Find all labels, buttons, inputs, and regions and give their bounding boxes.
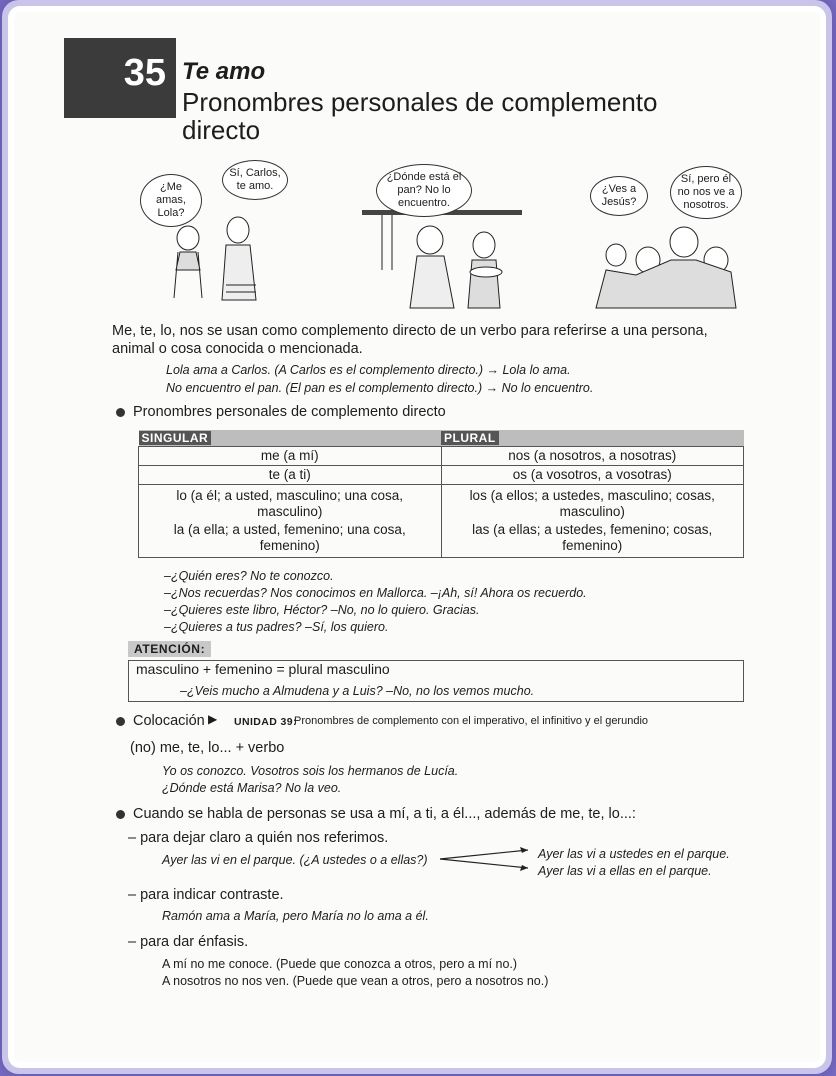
cartoon-3-bubble-2: Sí, pero él no nos ve a nosotros. xyxy=(670,166,742,219)
singular-header: SINGULAR xyxy=(139,430,442,447)
atencion-label: ATENCIÓN: xyxy=(128,641,211,657)
dialogue-example-1: –¿Quién eres? No te conozco. xyxy=(164,569,334,583)
cartoon-1-bubble-1: ¿Me amas, Lola? xyxy=(140,174,202,227)
atencion-example: –¿Veis mucho a Almudena y a Luis? –No, no los vemos mucho. xyxy=(180,684,535,698)
use-case-1-option-1: Ayer las vi a ustedes en el parque. xyxy=(538,847,730,861)
dialogue-example-2: –¿Nos recuerdas? Nos conocimos en Mallorca. –¡Ah, sí! Ahora os recuerdo. xyxy=(164,586,587,600)
use-case-3-example-1: A mí no me conoce. (Puede que conozca a otros, pero a mí no.) xyxy=(162,957,518,971)
bullet-icon xyxy=(116,717,125,726)
table-cell: los (a ellos; a ustedes, masculino; cosas, masculino) xyxy=(441,485,744,522)
use-case-2-example: Ramón ama a María, pero María no lo ama a él. xyxy=(162,909,429,923)
atencion-rule: masculino + femenino = plural masculino xyxy=(136,661,390,677)
branch-arrows-icon xyxy=(438,846,534,872)
section-2-title: Colocación xyxy=(133,713,205,729)
section-3-heading xyxy=(116,806,636,822)
placement-rule: (no) me, te, lo... + verbo xyxy=(130,740,285,756)
dialogue-example-4: –¿Quieres a tus padres? –Sí, los quiero. xyxy=(164,620,389,634)
bullet-icon xyxy=(116,810,125,819)
table-cell: te (a ti) xyxy=(139,466,442,485)
pronoun-table xyxy=(138,430,744,558)
cartoon-2-bubble: ¿Dónde está el pan? No lo encuentro. xyxy=(376,164,472,217)
table-cell: las (a ellas; a ustedes, femenino; cosas, femenino) xyxy=(441,521,744,558)
use-case-1: – para dejar claro a quién nos referimos. xyxy=(128,830,389,846)
use-case-3-example-2: A nosotros no nos ven. (Puede que vean a otros, pero a nosotros no.) xyxy=(162,974,549,988)
table-row xyxy=(139,521,744,558)
lesson-number: 35 xyxy=(123,52,166,94)
cartoon-3 xyxy=(586,160,746,310)
cartoon-2 xyxy=(362,160,522,310)
unit-reference-label: UNIDAD 39: xyxy=(234,716,297,728)
use-case-2: – para indicar contraste. xyxy=(128,887,284,903)
dialogue-example-3: –¿Quieres este libro, Héctor? –No, no lo quiero. Gracias. xyxy=(164,603,480,617)
table-header xyxy=(139,430,744,447)
placement-example-2: ¿Dónde está Marisa? No la veo. xyxy=(162,781,342,795)
cartoon-1 xyxy=(138,160,298,310)
cartoon-3-bubble-1: ¿Ves a Jesús? xyxy=(590,176,648,216)
table-cell: nos (a nosotros, a nosotras) xyxy=(441,447,744,466)
table-row xyxy=(139,447,744,466)
section-1-title: Pronombres personales de complemento directo xyxy=(133,404,446,420)
intro-example-1: Lola ama a Carlos. (A Carlos es el complemento directo.) → Lola lo ama. xyxy=(166,363,571,377)
play-triangle-icon: ▶ xyxy=(208,712,218,726)
section-1-heading xyxy=(116,404,446,420)
cartoon-1-bubble-2: Sí, Carlos, te amo. xyxy=(222,160,288,200)
table-cell: os (a vosotros, a vosotras) xyxy=(441,466,744,485)
section-3-title: Cuando se habla de personas se usa a mí, a ti, a él..., además de me, te, lo...: xyxy=(133,806,636,822)
unit-reference-text: Pronombres de complemento con el imperativo, el infinitivo y el gerundio xyxy=(294,715,649,727)
use-case-1-example: Ayer las vi en el parque. (¿A ustedes o a ellas?) xyxy=(162,853,428,867)
table-cell: me (a mí) xyxy=(139,447,442,466)
plural-header: PLURAL xyxy=(441,430,744,447)
bullet-icon xyxy=(116,408,125,417)
placement-example-1: Yo os conozco. Vosotros sois los hermanos de Lucía. xyxy=(162,764,459,778)
intro-example-2: No encuentro el pan. (El pan es el complemento directo.) → No lo encuentro. xyxy=(166,381,594,395)
table-cell: la (a ella; a usted, femenino; una cosa, femenino) xyxy=(139,521,442,558)
lesson-title: Te amo xyxy=(182,58,266,85)
use-case-1-option-2: Ayer las vi a ellas en el parque. xyxy=(538,864,712,878)
table-row xyxy=(139,466,744,485)
section-2-heading xyxy=(116,713,205,729)
intro-text: Me, te, lo, nos se usan como complemento directo de un verbo para referirse a una persona, animal o cosa conocida o mencionada. xyxy=(112,323,708,357)
use-case-3: – para dar énfasis. xyxy=(128,934,249,950)
table-cell: lo (a él; a usted, masculino; una cosa, masculino) xyxy=(139,485,442,522)
lesson-subtitle: Pronombres personales de complemento directo xyxy=(182,87,658,145)
table-row xyxy=(139,485,744,522)
